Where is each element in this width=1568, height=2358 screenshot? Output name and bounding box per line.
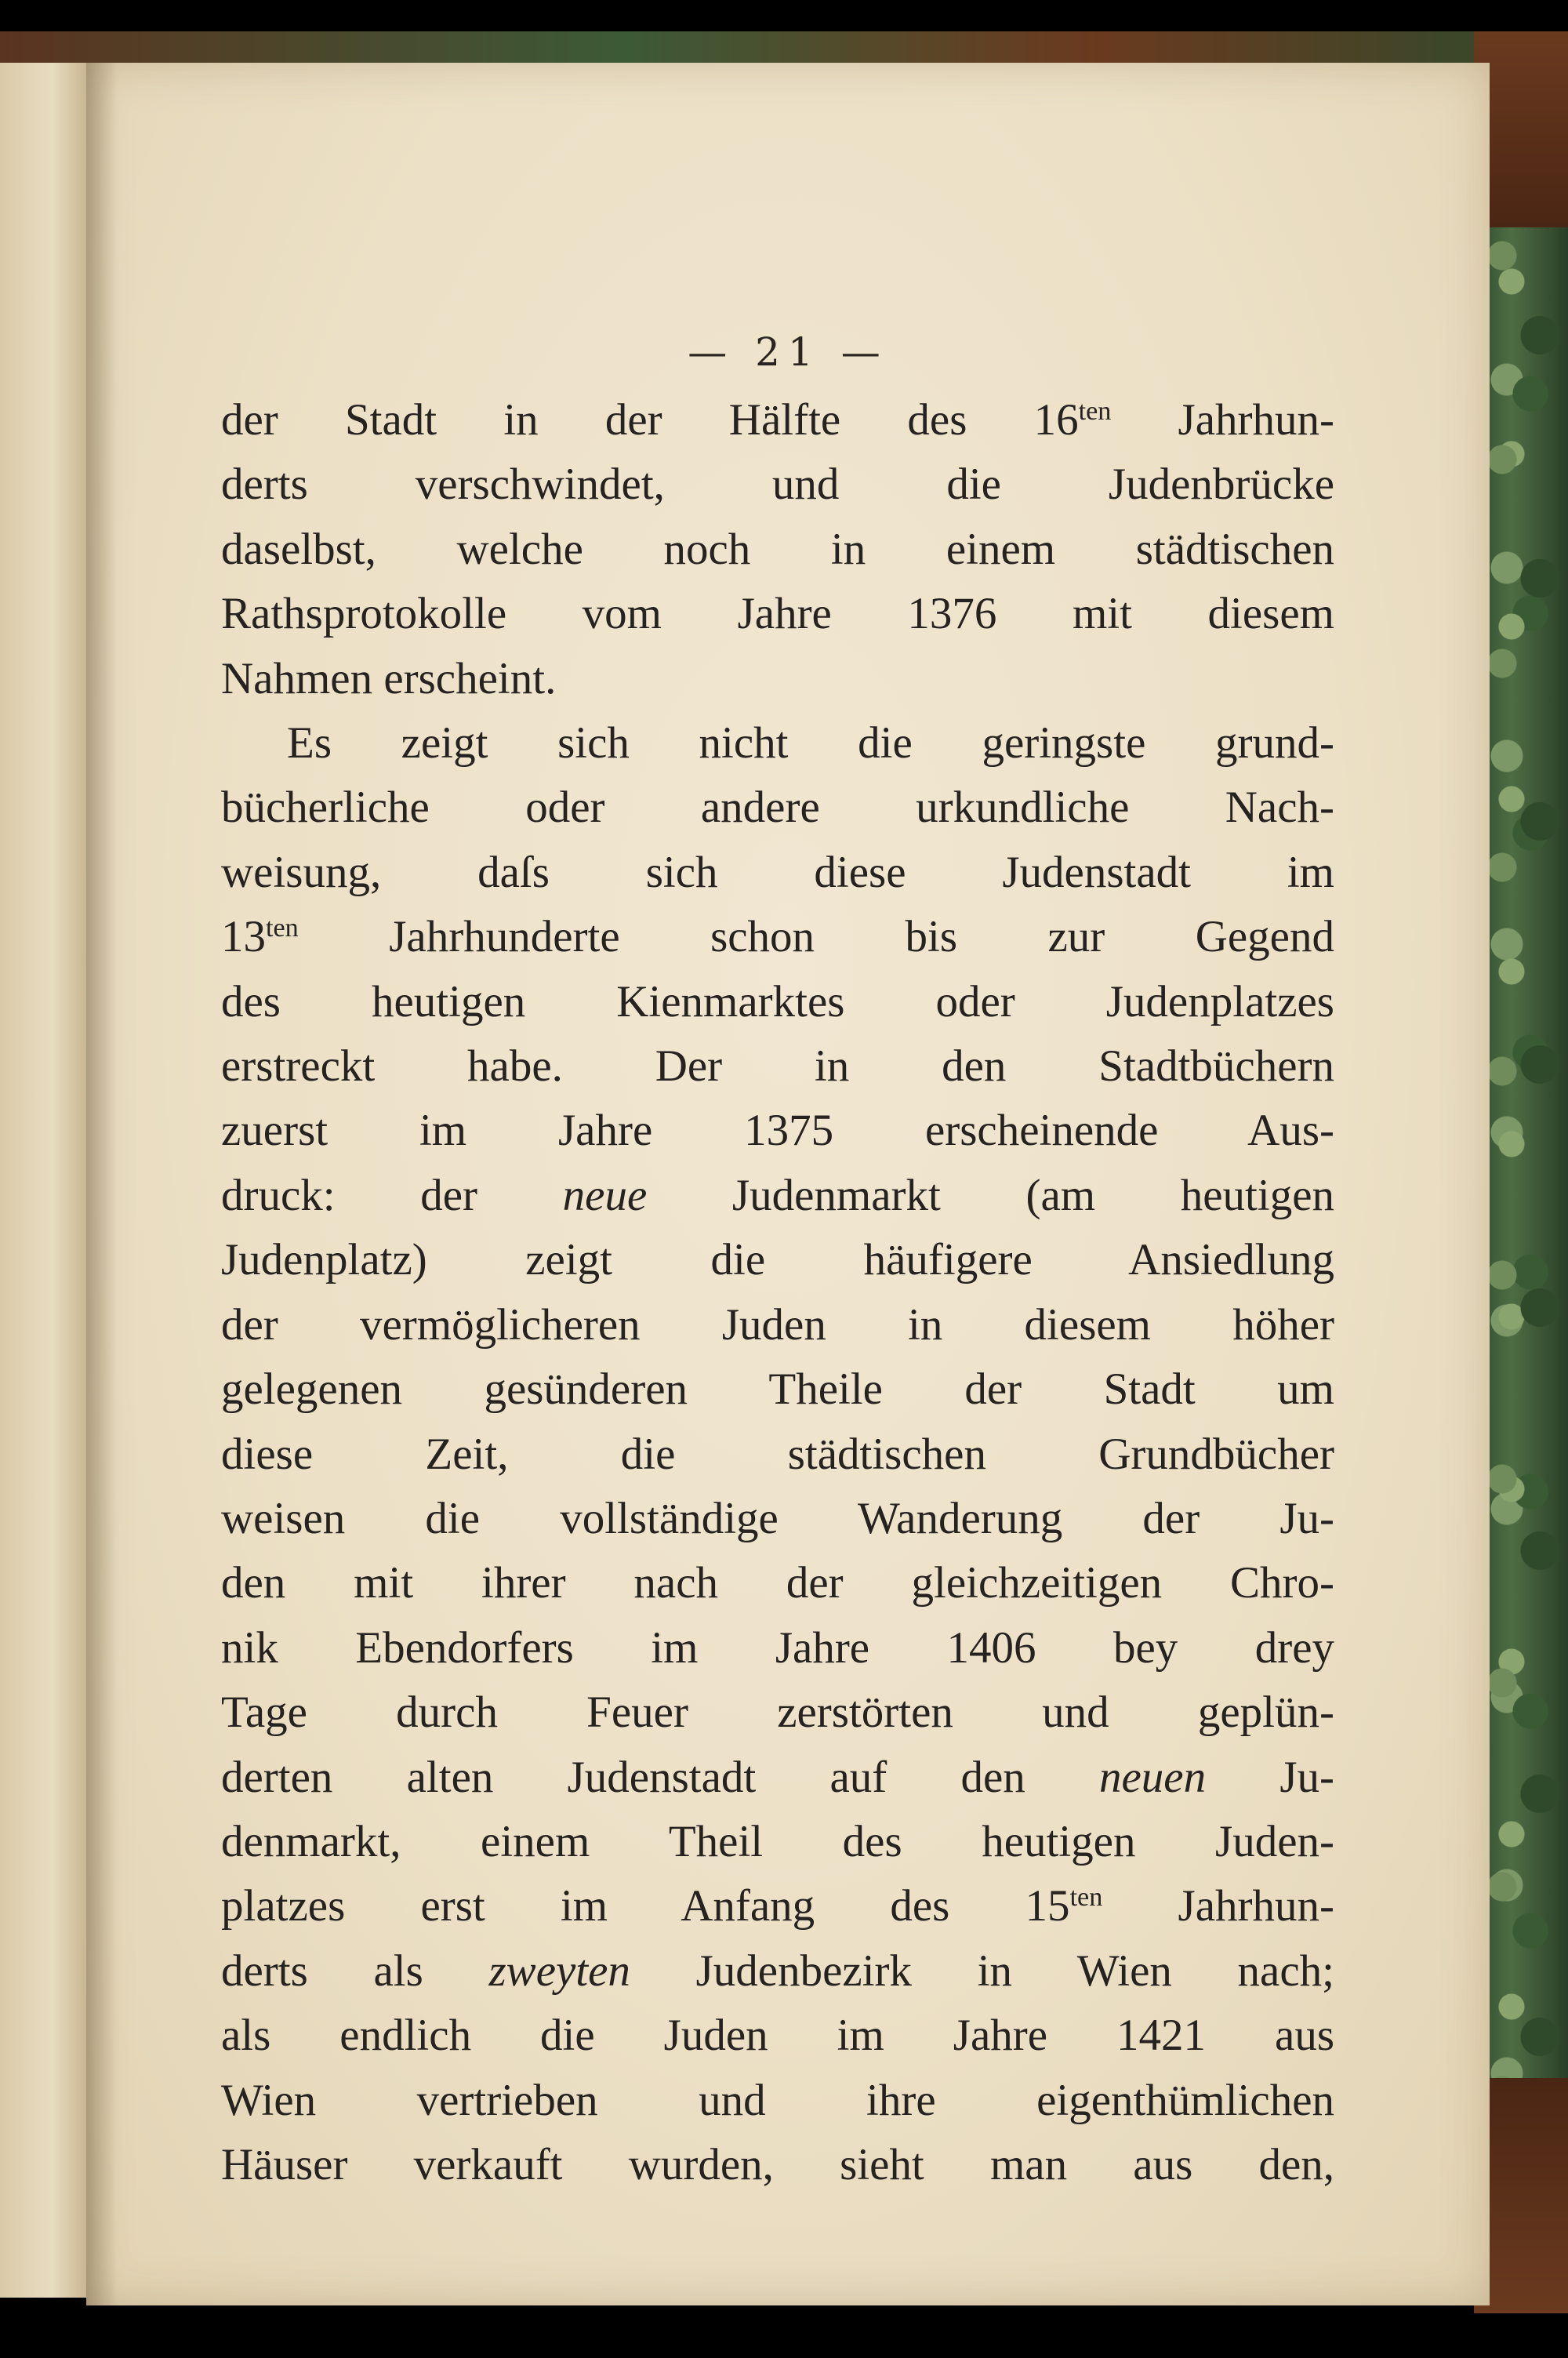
text-line: derten alten Judenstadt auf den neuen Ju- xyxy=(221,1752,1334,1802)
text-line: weisung, daſs sich diese Judenstadt im xyxy=(221,847,1334,897)
text-line: bücherliche oder andere urkundliche Nach- xyxy=(221,783,1334,833)
text-line: weisen die vollständige Wanderung der Ju- xyxy=(221,1493,1334,1543)
text-line: Rathsprotokolle vom Jahre 1376 mit diesem xyxy=(221,589,1334,639)
text-line: nik Ebendorfers im Jahre 1406 bey drey xyxy=(221,1622,1334,1673)
text-line: druck: der neue Judenmarkt (am heutigen xyxy=(221,1170,1334,1220)
gutter-shadow xyxy=(86,63,118,2305)
text-line: Wien vertrieben und ihre eigenthümlichen xyxy=(221,2075,1334,2125)
text-line: derts als zweyten Judenbezirk in Wien nach; xyxy=(221,1946,1334,1996)
page-number-header: — 21 — xyxy=(688,329,888,375)
text-line: der vermöglicheren Juden in diesem höher xyxy=(221,1299,1334,1350)
text-line: diese Zeit, die städtischen Grundbücher xyxy=(221,1429,1334,1479)
text-line: denmarkt, einem Theil des heutigen Juden- xyxy=(221,1816,1334,1866)
emphasized-word: neue xyxy=(562,1170,648,1220)
text-line: Tage durch Feuer zerstörten und geplün- xyxy=(221,1688,1334,1738)
text-line: erstreckt habe. Der in den Stadtbüchern xyxy=(221,1041,1334,1092)
superscript-ordinal: ten xyxy=(266,914,299,943)
text-line: $13^{ten}$ Jahrhunderte schon bis zur Gegend xyxy=(221,912,1334,962)
text-line: derts verschwindet, und die Judenbrücke xyxy=(221,460,1334,510)
text-line: platzes erst im Anfang des $15^{ten}$ Jahrhun- xyxy=(221,1881,1334,1931)
emphasized-word: zweyten xyxy=(488,1946,630,1996)
text-line: der Stadt in der Hälfte des $16^{ten}$ Jahrhun- xyxy=(221,395,1335,445)
book-page xyxy=(86,63,1490,2305)
text-line: Judenplatz) zeigt die häufigere Ansiedlung xyxy=(221,1235,1334,1285)
text-line: Nahmen erscheint. xyxy=(221,653,557,703)
text-line: zuerst im Jahre 1375 erscheinende Aus- xyxy=(221,1106,1334,1156)
text-line: daselbst, welche noch in einem städtischen xyxy=(221,524,1334,574)
text-line: als endlich die Juden im Jahre 1421 aus xyxy=(221,2011,1334,2061)
facing-page-edge xyxy=(0,63,86,2298)
superscript-ordinal: ten xyxy=(1078,397,1112,427)
superscript-ordinal: ten xyxy=(1069,1883,1103,1913)
text-line: Häuser verkauft wurden, sieht man aus den, xyxy=(221,2139,1334,2189)
emphasized-word: neuen xyxy=(1099,1752,1207,1802)
text-line: des heutigen Kienmarktes oder Judenplatzes xyxy=(221,976,1334,1026)
text-line: den mit ihrer nach der gleichzeitigen Chro- xyxy=(221,1558,1334,1608)
text-line: Es zeigt sich nicht die geringste grund- xyxy=(287,718,1334,768)
body-text xyxy=(221,388,1334,2197)
text-line: gelegenen gesünderen Theile der Stadt um xyxy=(221,1364,1334,1415)
